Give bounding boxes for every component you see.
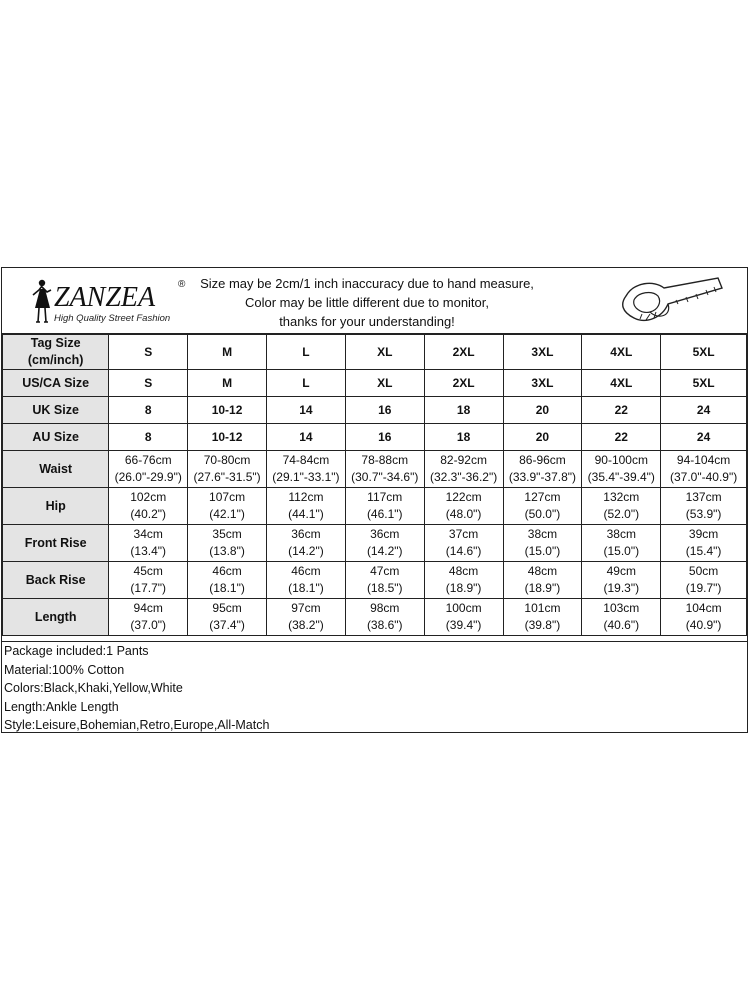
table-cell <box>109 525 188 562</box>
cell-cm-value: 103cm <box>603 601 640 615</box>
cell-cm-value: 35cm <box>212 527 242 541</box>
cell-inch-value: (32.3"-36.2") <box>429 470 498 484</box>
table-cell <box>503 488 582 525</box>
table-cell <box>424 562 503 599</box>
cell-cm-value: 47cm <box>370 564 400 578</box>
cell-cm-value: 48cm <box>527 564 558 578</box>
row-label: AU Size <box>3 424 109 451</box>
cell-cm-value: 39cm <box>688 527 719 541</box>
cell-inch-value: (14.6") <box>445 544 482 558</box>
table-row <box>3 335 747 370</box>
row-label: Length <box>3 599 109 636</box>
table-cell: 8 <box>109 424 188 451</box>
row-label: Hip <box>3 488 109 525</box>
table-cell <box>188 599 267 636</box>
fashion-figure-icon <box>26 278 56 326</box>
table-row <box>3 488 747 525</box>
cell-inch-value: (15.0") <box>603 544 640 558</box>
cell-cm-value: 82-92cm <box>440 453 487 467</box>
table-row <box>3 424 747 451</box>
size-chart <box>1 267 748 733</box>
cell-inch-value: (42.1") <box>209 507 245 521</box>
table-cell <box>266 451 345 488</box>
table-cell: 2XL <box>424 370 503 397</box>
cell-cm-value: 107cm <box>209 490 246 504</box>
cell-cm-value: 46cm <box>291 564 321 578</box>
table-cell: 10-12 <box>188 397 267 424</box>
table-cell <box>109 488 188 525</box>
table-cell: 18 <box>424 397 503 424</box>
table-cell <box>661 562 747 599</box>
cell-inch-value: (39.8") <box>524 618 561 632</box>
cell-inch-value: (19.7") <box>685 581 722 595</box>
cell-inch-value: (13.4") <box>130 544 167 558</box>
table-cell <box>345 451 424 488</box>
cell-inch-value: (38.6") <box>366 618 403 632</box>
table-cell <box>661 451 747 488</box>
row-label: Front Rise <box>3 525 109 562</box>
cell-inch-value: (38.2") <box>288 618 324 632</box>
table-cell <box>266 562 345 599</box>
cell-inch-value: (37.4") <box>209 618 245 632</box>
cell-inch-value: (18.9") <box>524 581 561 595</box>
product-details <box>2 641 747 735</box>
cell-cm-value: 90-100cm <box>594 453 648 467</box>
size-header-cell: 2XL <box>424 335 503 370</box>
cell-cm-value: 100cm <box>445 601 482 615</box>
cell-cm-value: 122cm <box>445 490 482 504</box>
cell-inch-value: (14.2") <box>288 544 324 558</box>
table-cell <box>345 488 424 525</box>
cell-cm-value: 38cm <box>527 527 558 541</box>
table-row <box>3 397 747 424</box>
table-cell <box>109 562 188 599</box>
table-cell <box>266 525 345 562</box>
tag-size-header <box>3 335 109 370</box>
cell-inch-value: (26.0"-29.9") <box>114 470 182 484</box>
table-row <box>3 562 747 599</box>
registered-mark: ® <box>178 279 186 290</box>
cell-inch-value: (35.4"-39.4") <box>587 470 655 484</box>
notice-line: thanks for your understanding! <box>279 314 455 329</box>
cell-inch-value: (40.2") <box>130 507 167 521</box>
cell-cm-value: 48cm <box>448 564 479 578</box>
cell-cm-value: 98cm <box>370 601 400 615</box>
measurement-rows <box>3 451 747 636</box>
brand-tagline: High Quality Street Fashion <box>54 313 171 324</box>
notice-line: Color may be little different due to monitor, <box>245 295 489 310</box>
table-cell: 20 <box>503 424 582 451</box>
cell-cm-value: 49cm <box>606 564 636 578</box>
cell-cm-value: 78-88cm <box>361 453 409 467</box>
cell-inch-value: (14.2") <box>366 544 403 558</box>
table-cell: 8 <box>109 397 188 424</box>
table-cell: 14 <box>266 397 345 424</box>
table-cell: 16 <box>345 397 424 424</box>
table-cell <box>582 451 661 488</box>
size-header-cell: XL <box>345 335 424 370</box>
cell-inch-value: (18.1") <box>288 581 324 595</box>
cell-cm-value: 117cm <box>367 490 403 504</box>
cell-cm-value: 101cm <box>524 601 561 615</box>
brand-logo <box>28 278 188 328</box>
cell-cm-value: 34cm <box>133 527 163 541</box>
cell-inch-value: (46.1") <box>366 507 403 521</box>
table-cell <box>424 599 503 636</box>
measuring-tape-icon <box>606 274 726 334</box>
table-cell: XL <box>345 370 424 397</box>
brand-name: ZANZEA <box>54 282 156 313</box>
cell-cm-value: 70-80cm <box>203 453 251 467</box>
cell-inch-value: (18.9") <box>445 581 482 595</box>
cell-inch-value: (52.0") <box>603 507 640 521</box>
cell-inch-value: (37.0") <box>130 618 167 632</box>
table-row <box>3 599 747 636</box>
cell-inch-value: (40.9") <box>685 618 722 632</box>
cell-cm-value: 46cm <box>212 564 242 578</box>
table-cell <box>266 488 345 525</box>
cell-inch-value: (39.4") <box>445 618 482 632</box>
table-cell: 18 <box>424 424 503 451</box>
cell-inch-value: (18.5") <box>366 581 403 595</box>
table-cell: 10-12 <box>188 424 267 451</box>
table-cell <box>661 599 747 636</box>
table-cell: 14 <box>266 424 345 451</box>
table-cell <box>188 488 267 525</box>
detail-line: Style:Leisure,Bohemian,Retro,Europe,All-Match <box>4 718 270 732</box>
table-cell <box>345 599 424 636</box>
table-cell <box>582 599 661 636</box>
size-header-cell: M <box>188 335 267 370</box>
cell-inch-value: (50.0") <box>524 507 561 521</box>
table-cell: 4XL <box>582 370 661 397</box>
row-label: UK Size <box>3 397 109 424</box>
size-table <box>2 334 747 636</box>
table-cell: L <box>266 370 345 397</box>
cell-cm-value: 50cm <box>688 564 719 578</box>
table-cell <box>424 451 503 488</box>
cell-cm-value: 127cm <box>524 490 561 504</box>
table-cell <box>424 488 503 525</box>
table-row <box>3 525 747 562</box>
size-header-cell: 5XL <box>661 335 747 370</box>
row-label: US/CA Size <box>3 370 109 397</box>
detail-line: Length:Ankle Length <box>4 699 119 714</box>
table-cell: 5XL <box>661 370 747 397</box>
table-cell <box>503 599 582 636</box>
cell-inch-value: (18.1") <box>209 581 245 595</box>
measurement-notice <box>197 274 537 331</box>
cell-inch-value: (44.1") <box>288 507 324 521</box>
table-cell: 16 <box>345 424 424 451</box>
cell-inch-value: (33.9"-37.8") <box>508 470 577 484</box>
cell-cm-value: 37cm <box>448 527 479 541</box>
table-row <box>3 451 747 488</box>
cell-inch-value: (13.8") <box>209 544 245 558</box>
cell-cm-value: 132cm <box>603 490 640 504</box>
cell-cm-value: 38cm <box>606 527 636 541</box>
table-cell: M <box>188 370 267 397</box>
cell-cm-value: 94cm <box>133 601 163 615</box>
cell-cm-value: 94-104cm <box>676 453 731 467</box>
table-cell <box>188 451 267 488</box>
table-cell <box>188 562 267 599</box>
cell-inch-value: (30.7"-34.6") <box>351 470 419 484</box>
cell-cm-value: 66-76cm <box>124 453 172 467</box>
table-cell: 22 <box>582 424 661 451</box>
cell-cm-value: 102cm <box>130 490 167 504</box>
table-cell: 24 <box>661 397 747 424</box>
cell-inch-value: (48.0") <box>445 507 482 521</box>
table-cell <box>582 562 661 599</box>
header-unit: (cm/inch) <box>27 353 84 367</box>
header-label: Tag Size <box>30 336 81 350</box>
table-cell <box>424 525 503 562</box>
notice-line: Size may be 2cm/1 inch inaccuracy due to hand measure, <box>200 276 534 291</box>
detail-line: Colors:Black,Khaki,Yellow,White <box>4 681 183 695</box>
size-header-cell: 3XL <box>503 335 582 370</box>
cell-cm-value: 95cm <box>212 601 242 615</box>
cell-cm-value: 86-96cm <box>519 453 566 467</box>
table-cell <box>266 599 345 636</box>
cell-cm-value: 36cm <box>370 527 400 541</box>
cell-cm-value: 112cm <box>288 490 324 504</box>
table-cell: S <box>109 370 188 397</box>
detail-line: Material:100% Cotton <box>4 662 125 677</box>
table-cell: 24 <box>661 424 747 451</box>
table-cell: 3XL <box>503 370 582 397</box>
cell-cm-value: 36cm <box>291 527 321 541</box>
cell-cm-value: 104cm <box>685 601 722 615</box>
table-cell <box>109 599 188 636</box>
table-cell: 22 <box>582 397 661 424</box>
cell-inch-value: (53.9") <box>685 507 722 521</box>
detail-line: Package included:1 Pants <box>4 644 149 658</box>
cell-inch-value: (27.6"-31.5") <box>193 470 261 484</box>
table-cell <box>503 562 582 599</box>
cell-cm-value: 97cm <box>291 601 321 615</box>
cell-inch-value: (15.0") <box>524 544 561 558</box>
size-header-cell: L <box>266 335 345 370</box>
cell-inch-value: (17.7") <box>130 581 167 595</box>
table-cell <box>345 525 424 562</box>
table-cell <box>109 451 188 488</box>
cell-inch-value: (15.4") <box>685 544 722 558</box>
row-label: Waist <box>3 451 109 488</box>
cell-inch-value: (19.3") <box>603 581 640 595</box>
size-chart-header <box>2 268 747 334</box>
cell-inch-value: (37.0"-40.9") <box>669 470 738 484</box>
cell-cm-value: 74-84cm <box>282 453 330 467</box>
size-header-cell: 4XL <box>582 335 661 370</box>
table-cell <box>345 562 424 599</box>
table-row <box>3 370 747 397</box>
size-header-cell: S <box>109 335 188 370</box>
table-cell <box>582 525 661 562</box>
row-label: Back Rise <box>3 562 109 599</box>
cell-cm-value: 137cm <box>685 490 722 504</box>
table-cell <box>503 525 582 562</box>
table-cell <box>661 525 747 562</box>
table-cell <box>582 488 661 525</box>
table-cell <box>188 525 267 562</box>
table-cell <box>503 451 582 488</box>
cell-inch-value: (29.1"-33.1") <box>272 470 340 484</box>
table-cell <box>661 488 747 525</box>
cell-inch-value: (40.6") <box>603 618 640 632</box>
table-cell: 20 <box>503 397 582 424</box>
cell-cm-value: 45cm <box>133 564 163 578</box>
